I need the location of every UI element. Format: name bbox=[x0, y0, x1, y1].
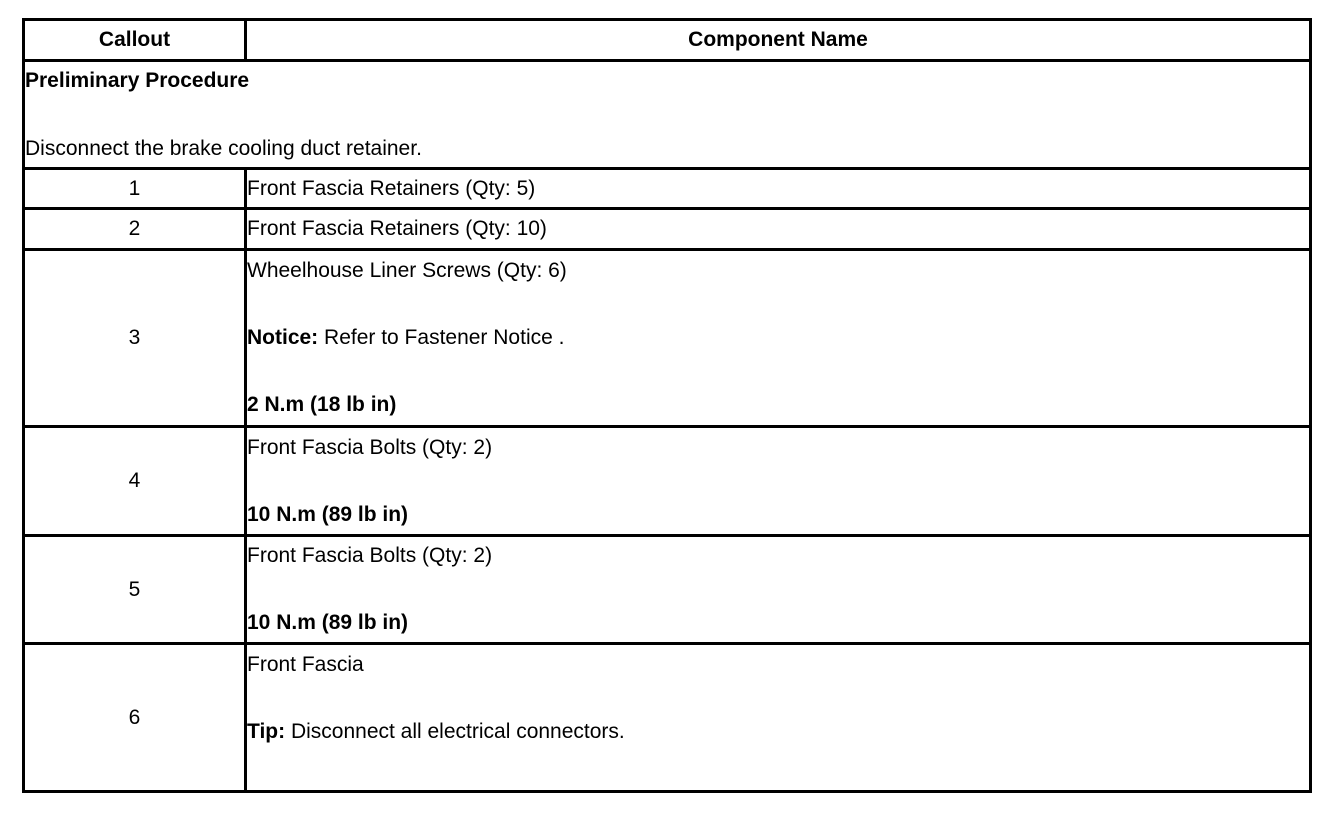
component-name: Wheelhouse Liner Screws (Qty: 6) bbox=[247, 259, 567, 282]
torque-spec: 2 N.m (18 lb in) bbox=[247, 393, 397, 416]
preliminary-row bbox=[24, 61, 1311, 169]
procedure-table bbox=[22, 18, 1312, 793]
callout-cell: 1 bbox=[24, 169, 246, 209]
table-row bbox=[24, 169, 1311, 209]
preliminary-cell bbox=[24, 61, 1311, 169]
tip-label: Tip: bbox=[247, 720, 286, 743]
callout-cell: 6 bbox=[24, 644, 246, 792]
table-row bbox=[24, 427, 1311, 536]
preliminary-title: Preliminary Procedure bbox=[25, 68, 250, 92]
component-name: Front Fascia bbox=[247, 653, 364, 676]
component-name: Front Fascia Bolts (Qty: 2) bbox=[247, 544, 493, 567]
component-cell: Front Fascia Retainers (Qty: 5) bbox=[246, 169, 1311, 209]
callout-cell: 2 bbox=[24, 209, 246, 250]
torque-spec: 10 N.m (89 lb in) bbox=[247, 502, 409, 526]
table-row bbox=[24, 250, 1311, 427]
callout-cell: 5 bbox=[24, 536, 246, 644]
tip-line bbox=[247, 720, 1309, 744]
component-cell bbox=[246, 427, 1311, 536]
notice-text: Refer to Fastener Notice . bbox=[318, 326, 565, 349]
component-cell bbox=[246, 536, 1311, 644]
torque-spec: 10 N.m (89 lb in) bbox=[247, 611, 409, 634]
callout-cell: 4 bbox=[24, 427, 246, 536]
table-row bbox=[24, 644, 1311, 792]
notice-label: Notice: bbox=[247, 326, 319, 349]
tip-text: Disconnect all electrical connectors. bbox=[285, 720, 625, 743]
table-row bbox=[24, 536, 1311, 644]
table-row bbox=[24, 209, 1311, 250]
component-cell bbox=[246, 644, 1311, 792]
notice-line bbox=[247, 326, 1309, 350]
component-name-header: Component Name bbox=[246, 20, 1311, 61]
component-cell: Front Fascia Retainers (Qty: 10) bbox=[246, 209, 1311, 250]
component-name: Front Fascia Bolts (Qty: 2) bbox=[247, 435, 493, 459]
preliminary-step: Disconnect the brake cooling duct retainer. bbox=[25, 136, 422, 160]
component-cell bbox=[246, 250, 1311, 427]
header-row bbox=[24, 20, 1311, 61]
callout-header: Callout bbox=[24, 20, 246, 61]
callout-cell: 3 bbox=[24, 250, 246, 427]
